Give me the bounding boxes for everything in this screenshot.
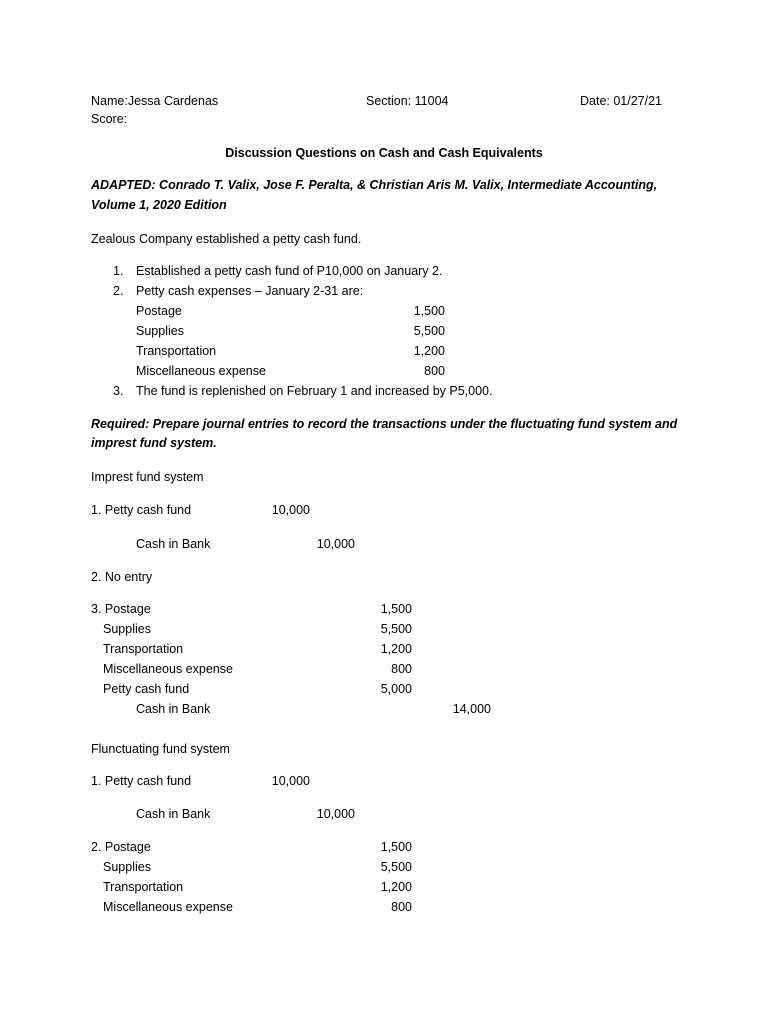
list-number: 1.	[113, 264, 124, 278]
journal-credit-amount: 10,000	[316, 537, 355, 551]
expense-label: Miscellaneous expense	[136, 364, 266, 378]
journal-debit-amount: 1,500	[380, 602, 412, 616]
journal-debit-amount: 1,500	[380, 840, 412, 854]
journal-debit-amount: 1,200	[380, 880, 412, 894]
journal-debit-amount: 10,000	[271, 503, 310, 517]
journal-debit-amount: 5,500	[380, 622, 412, 636]
journal-debit-amount: 800	[391, 662, 412, 676]
journal-debit-account: Transportation	[103, 880, 184, 894]
journal-credit-amount: 10,000	[316, 807, 355, 821]
list-number: 2.	[113, 284, 124, 298]
adapted-source-line-1: ADAPTED: Conrado T. Valix, Jose F. Peralta, & Christian Aris M. Valix, Intermediate Accounting,	[91, 178, 658, 192]
list-number: 3.	[113, 384, 124, 398]
journal-debit-account: Supplies	[103, 860, 151, 874]
required-line-1: Required: Prepare journal entries to record the transactions under the fluctuating fund system and	[91, 417, 678, 431]
list-item: The fund is replenished on February 1 and increased by P5,000.	[136, 384, 493, 398]
journal-debit-amount: 10,000	[271, 774, 310, 788]
intro-text: Zealous Company established a petty cash fund.	[91, 232, 362, 246]
journal-debit-account: Supplies	[103, 622, 151, 636]
page-title: Discussion Questions on Cash and Cash Equivalents	[225, 146, 543, 160]
journal-debit-amount: 5,500	[380, 860, 412, 874]
journal-credit-account: Cash in Bank	[136, 702, 211, 716]
section-heading-imprest: Imprest fund system	[91, 470, 204, 484]
adapted-source-line-2: Volume 1, 2020 Edition	[91, 198, 227, 212]
list-item: Petty cash expenses – January 2-31 are:	[136, 284, 364, 298]
journal-debit-account: 3. Postage	[91, 602, 151, 616]
expense-label: Postage	[136, 304, 182, 318]
date: Date: 01/27/21	[580, 94, 663, 108]
journal-debit-account: 1. Petty cash fund	[91, 774, 192, 788]
list-item: Established a petty cash fund of P10,000 on January 2.	[136, 264, 443, 278]
journal-no-entry: 2. No entry	[91, 570, 153, 584]
journal-debit-account: Miscellaneous expense	[103, 900, 233, 914]
expense-label: Transportation	[136, 344, 217, 358]
student-name: Name:Jessa Cardenas	[91, 94, 219, 108]
journal-debit-account: 1. Petty cash fund	[91, 503, 192, 517]
score-label: Score:	[91, 112, 128, 126]
expense-amount: 5,500	[413, 324, 445, 338]
journal-debit-account: Transportation	[103, 642, 184, 656]
journal-credit-account: Cash in Bank	[136, 537, 211, 551]
journal-debit-account: Petty cash fund	[103, 682, 190, 696]
journal-debit-account: 2. Postage	[91, 840, 151, 854]
section-number: Section: 11004	[366, 94, 449, 108]
journal-debit-account: Miscellaneous expense	[103, 662, 233, 676]
required-line-2: imprest fund system.	[91, 436, 217, 450]
expense-amount: 800	[424, 364, 445, 378]
journal-debit-amount: 1,200	[380, 642, 412, 656]
expense-amount: 1,200	[413, 344, 445, 358]
expense-amount: 1,500	[413, 304, 445, 318]
expense-label: Supplies	[136, 324, 184, 338]
journal-credit-amount: 14,000	[452, 702, 491, 716]
journal-debit-amount: 800	[391, 900, 412, 914]
section-heading-fluctuating: Flunctuating fund system	[91, 742, 230, 756]
journal-credit-account: Cash in Bank	[136, 807, 211, 821]
journal-debit-amount: 5,000	[380, 682, 412, 696]
